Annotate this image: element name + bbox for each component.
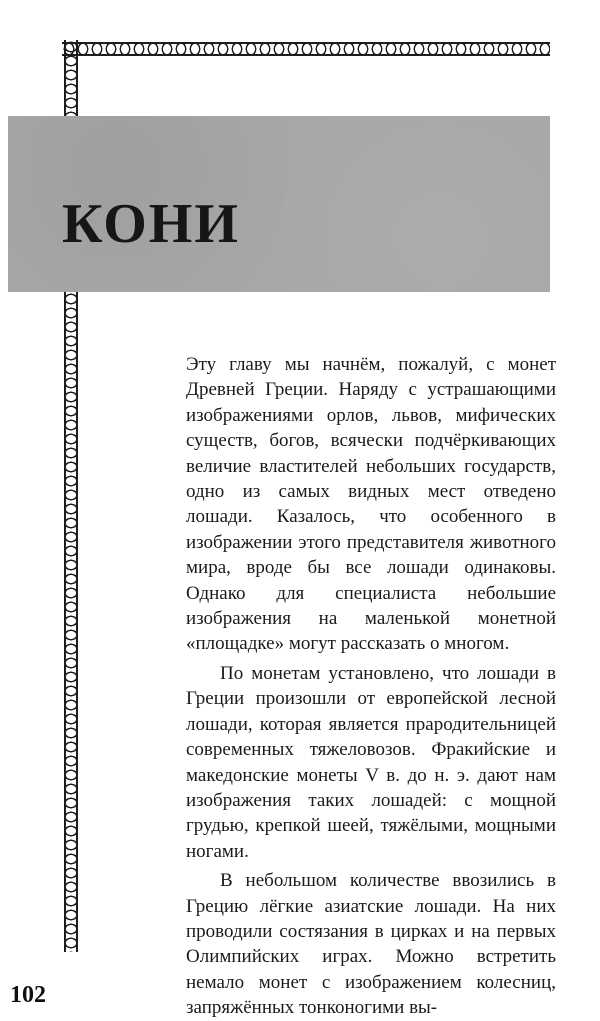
paragraph-3: В небольшом количестве ввозились в Грецию лёгкие азиатские лошади. На них проводили состязания в цирках и на первых Олимпийских играх. Можно встретить немало монет с изображением колесниц, запряжённых тонконогими вы- [186, 870, 556, 1019]
ornament-border-left-upper [62, 40, 80, 116]
paragraph-2: По монетам установлено, что лошади в Греции произошли от европейской лесной лошади, которая является прародительницей современных тяжеловозов. Фракийские и македонские монеты V в. до н. э. дают нам изображения таких лошадей: с мощной грудью, крепкой шеей, тяжёлыми, мощными ногами. [186, 662, 556, 862]
body-text [186, 352, 556, 1021]
paragraph-1: Эту главу мы начнём, пожалуй, с монет Древней Греции. Наряду с устрашающими изображениями орлов, львов, мифических существ, богов, всячески подчёркивающих величие властителей небольших государств, одно из самых видных мест отведено лошади. Казалось, что особенного в изображении этого представителя животного мира, вроде бы все лошади одинаковы. Однако для специалиста небольшие изображения на маленькой монетной «площадке» могут рассказать о многом. [186, 354, 556, 655]
chapter-title: КОНИ [62, 193, 240, 255]
ornament-border-left-lower [62, 292, 80, 952]
ornament-border-top [62, 40, 550, 58]
page-number: 102 [10, 982, 46, 1008]
